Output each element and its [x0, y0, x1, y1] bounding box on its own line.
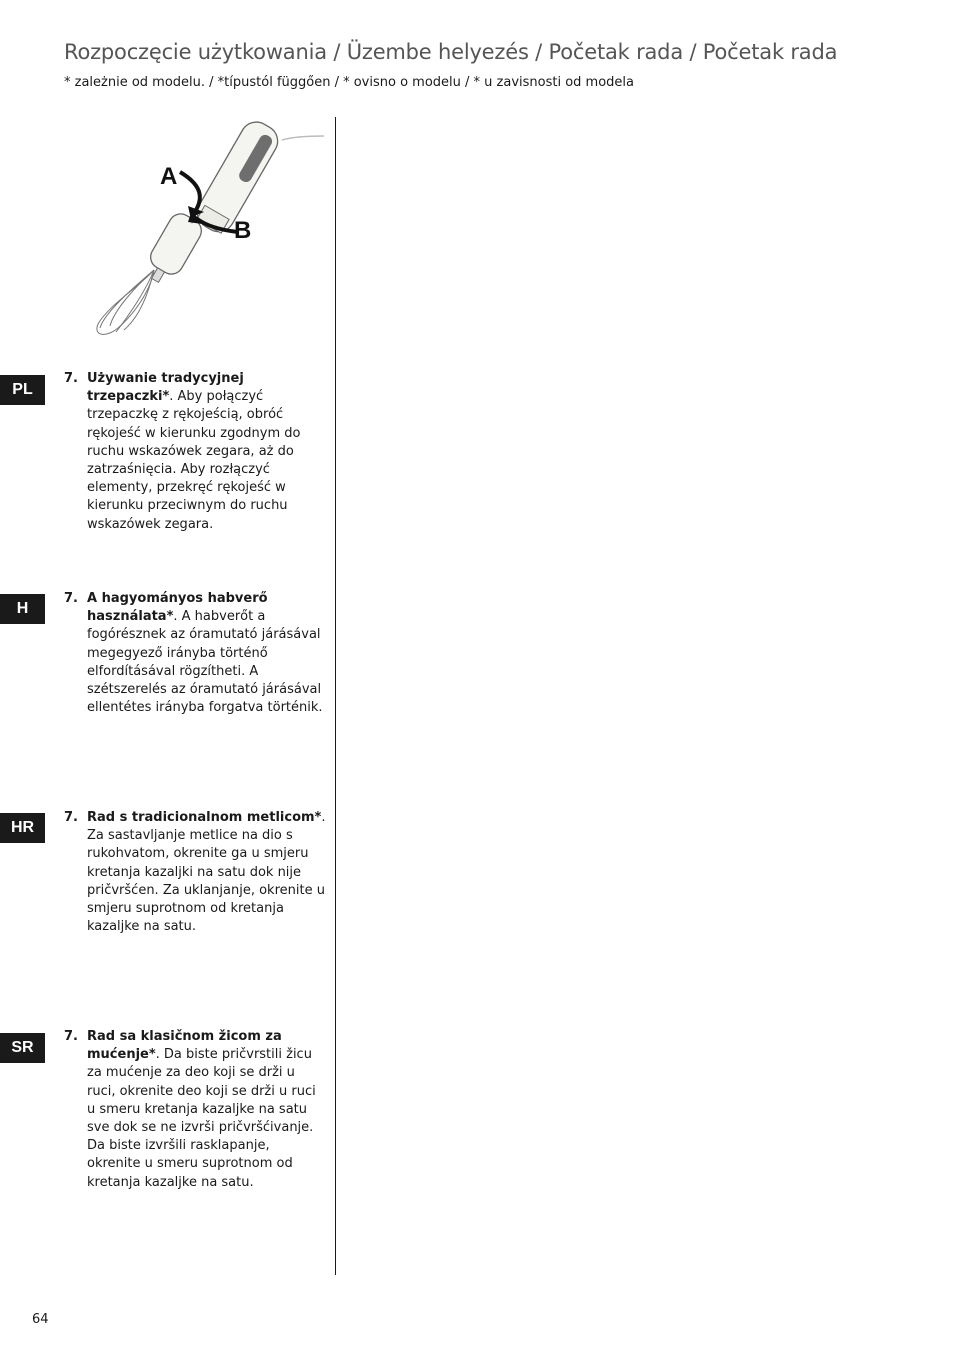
- section-sr: [64, 1028, 326, 1192]
- page-title: Rozpoczęcie użytkowania / Üzembe helyezés / Početak rada / Početak rada: [64, 40, 838, 64]
- step-number: 7.: [64, 371, 78, 386]
- column-divider: [335, 117, 336, 1275]
- step-body: . Za sastavljanje metlice na dio s rukohvatom, okrenite ga u smjeru kretanja kazaljki na satu dok nije pričvršćen. Za uklanjanje, okrenite u smjeru suprotnom od kretanja kazaljke na satu.: [87, 810, 326, 935]
- step-body: . Da biste pričvrstili žicu za mućenje za deo koji se drži u ruci, okrenite deo koji se drži u ruci u smeru kretanja kazaljke na satu sve dok se ne izvrši pričvršćivanje. Da biste izvršili rasklapanje, okrenite u smeru suprotnom od kretanja kazaljke na satu.: [87, 1047, 316, 1190]
- step-title: Rad s tradicionalnom metlicom*: [87, 810, 322, 825]
- step-title: Używanie tradycyjnej trzepaczki*: [87, 371, 244, 405]
- step-title: A hagyományos habverő használata*: [87, 591, 268, 625]
- step-body: . A habverőt a fogórésznek az óramutató járásával megegyező irányba történő elfordításával rögzítheti. A szétszerelés az óramutató járásával ellentétes irányba forgatva történik.: [87, 609, 323, 716]
- step-title: Rad sa klasičnom žicom za mućenje*: [87, 1029, 282, 1063]
- step-number: 7.: [64, 1029, 78, 1044]
- lang-tab-pl: PL: [0, 375, 45, 405]
- hand-blender-whisk-illustration: [88, 114, 328, 344]
- section-pl: [64, 370, 326, 534]
- section-hr: [64, 809, 326, 936]
- figure-label-b: B: [234, 217, 252, 244]
- lang-tab-h: H: [0, 594, 45, 624]
- step-number: 7.: [64, 810, 78, 825]
- lang-tab-hr: HR: [0, 813, 45, 843]
- step-body: . Aby połączyć trzepaczkę z rękojeścią, obróć rękojeść w kierunku zgodnym do ruchu wskazówek zegara, aż do zatrzaśnięcia. Aby rozłączyć elementy, przekręć rękojeść w kierunku przeciwnym do ruchu wskazówek zegara.: [87, 389, 301, 532]
- lang-tab-sr: SR: [0, 1033, 45, 1063]
- section-h: [64, 590, 326, 717]
- figure-label-a: A: [160, 163, 178, 190]
- page-number: 64: [32, 1312, 49, 1327]
- model-footnote: * zależnie od modelu. / *típustól függően / * ovisno o modelu / * u zavisnosti od modela: [64, 75, 634, 90]
- step-number: 7.: [64, 591, 78, 606]
